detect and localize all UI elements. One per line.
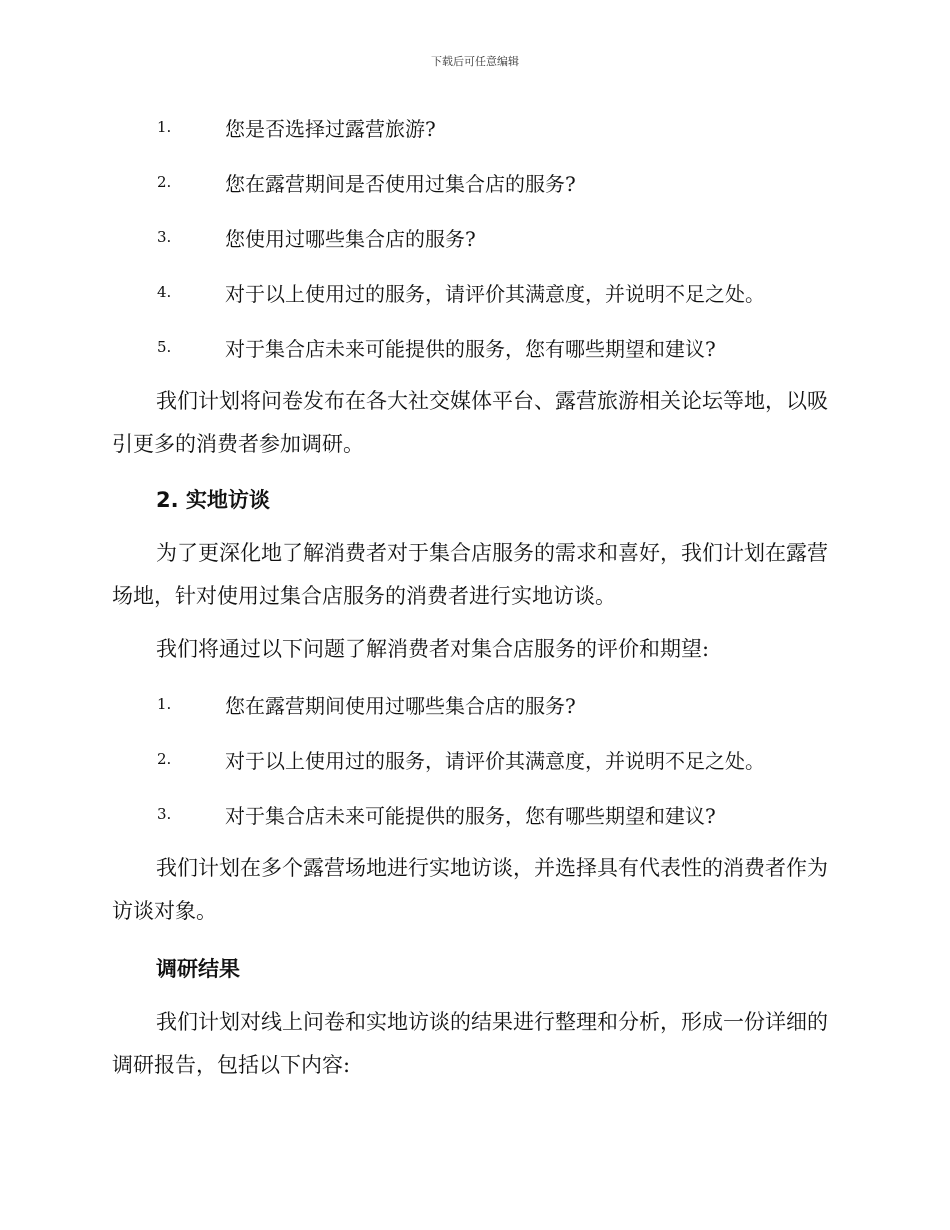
paragraph: 为了更深化地了解消费者对于集合店服务的需求和喜好，我们计划在露营场地，针对使用过集合店服务的消费者进行实地访谈。 xyxy=(112,541,828,608)
list-text: 您在露营期间是否使用过集合店的服务? xyxy=(225,171,576,196)
list-number: 5. xyxy=(157,338,172,356)
list-item xyxy=(157,332,716,362)
list-item xyxy=(157,167,576,197)
paragraph: 我们计划在多个露营场地进行实地访谈，并选择具有代表性的消费者作为访谈对象。 xyxy=(112,856,828,923)
paragraph: 我们将通过以下问题了解消费者对集合店服务的评价和期望: xyxy=(156,637,710,661)
section-heading: 2. 实地访谈 xyxy=(156,488,270,512)
list-text: 您使用过哪些集合店的服务? xyxy=(225,226,476,251)
list-item xyxy=(157,799,716,829)
list-number: 2. xyxy=(157,750,172,768)
list-text: 对于集合店未来可能提供的服务，您有哪些期望和建议? xyxy=(225,336,716,361)
paragraph: 我们计划将问卷发布在各大社交媒体平台、露营旅游相关论坛等地，以吸引更多的消费者参加调研。 xyxy=(112,389,828,456)
list-item xyxy=(157,744,765,774)
list-text: 您在露营期间使用过哪些集合店的服务? xyxy=(225,693,576,718)
list-text: 对于以上使用过的服务，请评价其满意度，并说明不足之处。 xyxy=(225,281,765,306)
list-number: 1. xyxy=(157,118,172,136)
list-number: 2. xyxy=(157,173,172,191)
list-item xyxy=(157,277,765,307)
list-text: 对于以上使用过的服务，请评价其满意度，并说明不足之处。 xyxy=(225,748,765,773)
paragraph: 我们计划对线上问卷和实地访谈的结果进行整理和分析，形成一份详细的调研报告，包括以下内容: xyxy=(112,1010,828,1077)
list-text: 对于集合店未来可能提供的服务，您有哪些期望和建议? xyxy=(225,803,716,828)
list-item xyxy=(157,112,436,142)
section-heading: 调研结果 xyxy=(156,957,240,981)
list-number: 1. xyxy=(157,695,172,713)
list-text: 您是否选择过露营旅游? xyxy=(225,116,436,141)
page-header: 下载后可任意编辑 xyxy=(431,55,519,68)
list-item xyxy=(157,689,576,719)
list-number: 3. xyxy=(157,228,172,246)
list-number: 3. xyxy=(157,805,172,823)
list-item xyxy=(157,222,476,252)
list-number: 4. xyxy=(157,283,172,301)
